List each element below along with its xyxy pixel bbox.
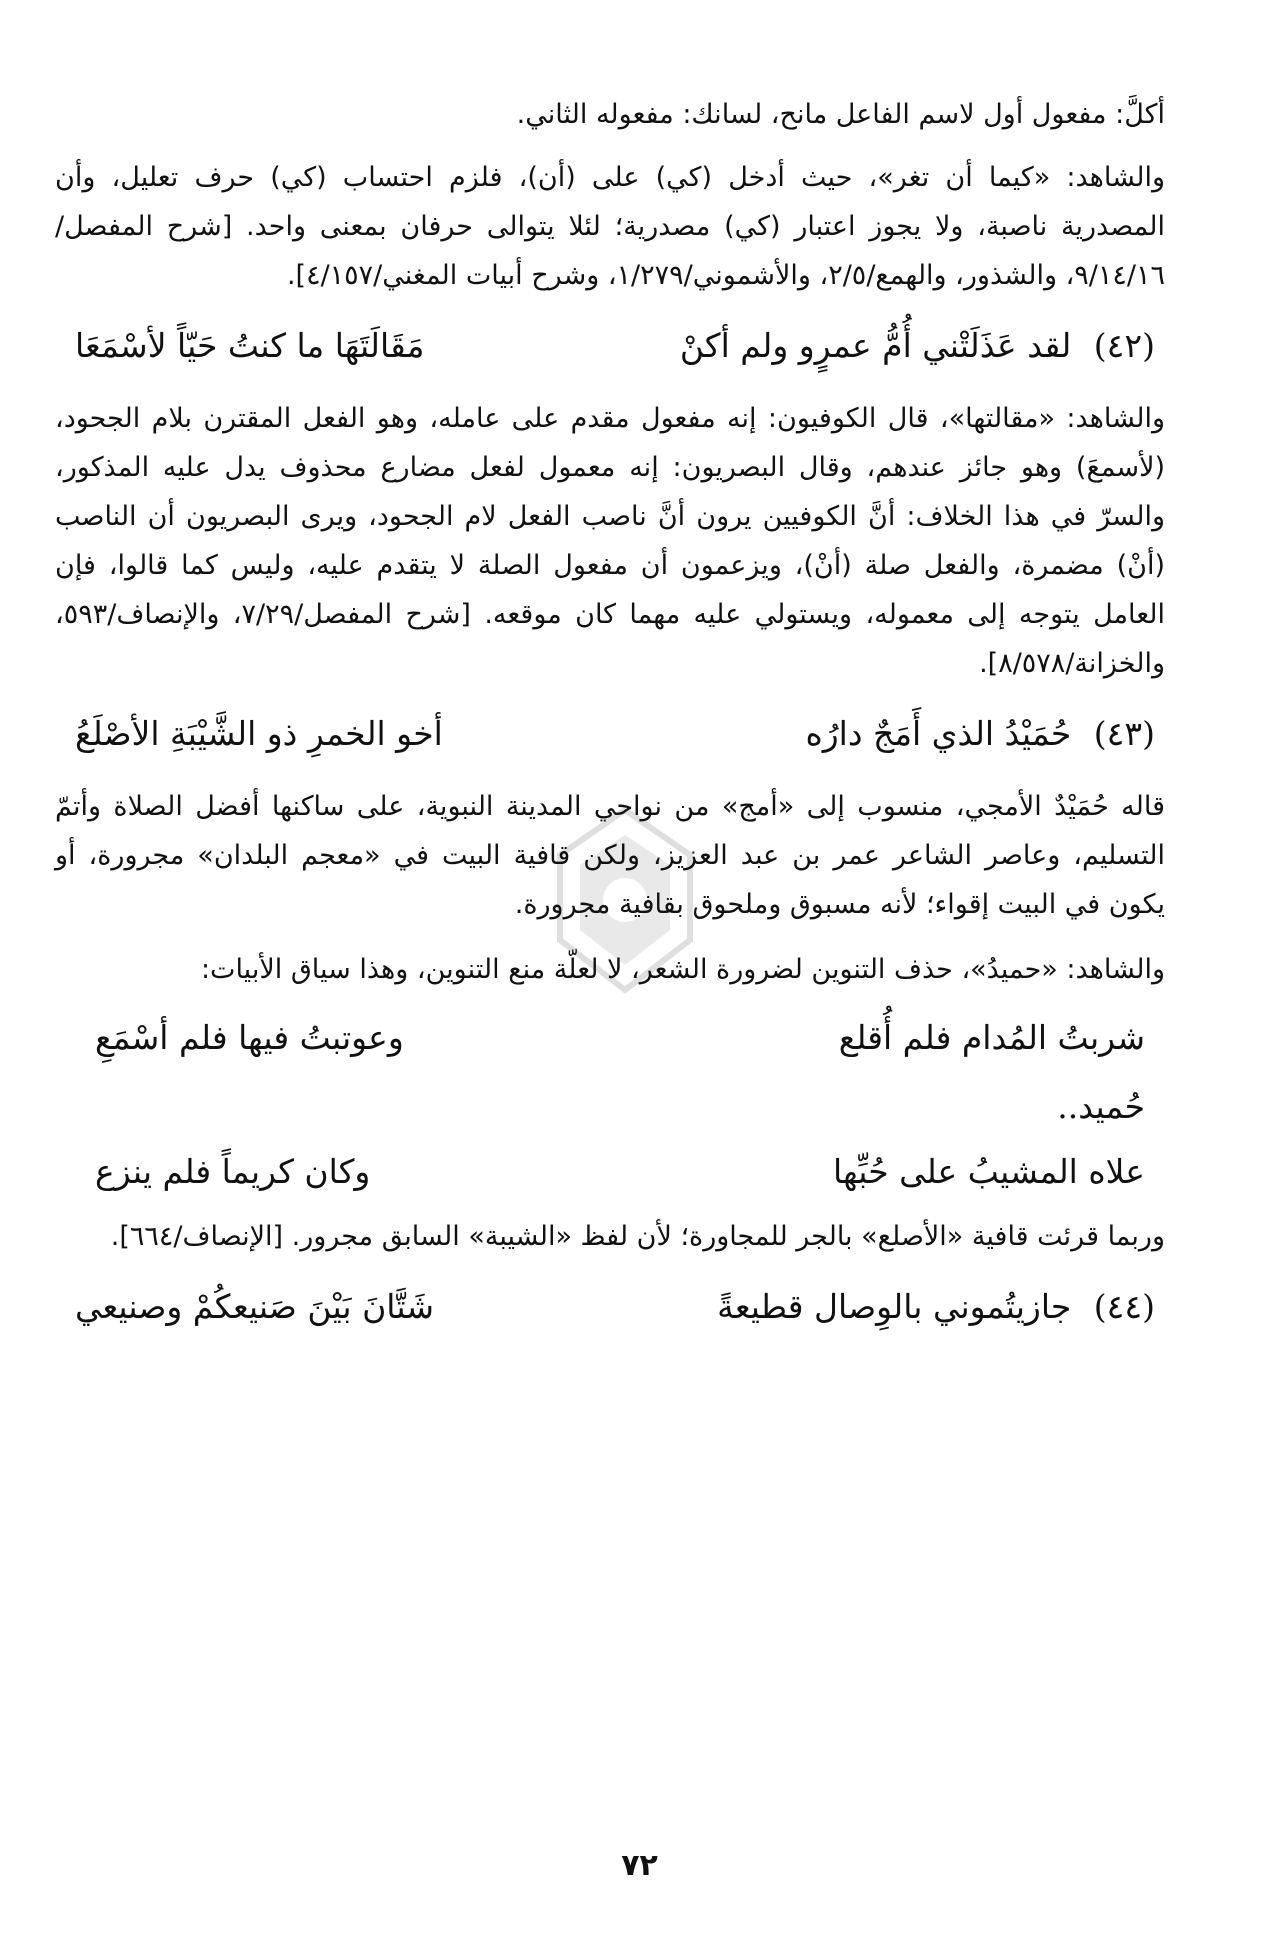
verse-43-second-hemistich: أخو الخمرِ ذو الشَّيْبَةِ الأصْلَعُ [75, 714, 443, 753]
verse-number: (٤٣) [1093, 714, 1155, 753]
hemistich-text: لقد عَذَلَتْني أُمُّ عمرٍو ولم أكنْ [679, 326, 1072, 365]
paragraph-1: أكلَّ: مفعول أول لاسم الفاعل مانح، لسانك: مفعوله الثاني. [516, 99, 1165, 130]
verse-b2-first-hemistich: علاه المشيبُ على حُبِّها [833, 1152, 1145, 1191]
verse-b1 [55, 1008, 1165, 1068]
verse-b1-tail: حُميد.. [1057, 1087, 1145, 1126]
verse-43 [55, 704, 1165, 764]
verse-b2 [55, 1142, 1165, 1202]
verse-42-first-hemistich [680, 316, 1155, 376]
verse-b2-second-hemistich: وكان كريماً فلم ينزع [95, 1152, 371, 1191]
verse-42-second-hemistich: مَقَالَتَهَا ما كنتُ حَيّاً لأسْمَعَا [75, 326, 425, 365]
verse-number: (٤٤) [1093, 1287, 1155, 1326]
verse-42 [55, 316, 1165, 376]
verse-b1-first-hemistich: شربتُ المُدام فلم أُقلع [838, 1018, 1145, 1057]
verse-44-first-hemistich [717, 1277, 1155, 1337]
hemistich-text: حُمَيْدُ الذي أَمَجٌ دارُه [805, 714, 1072, 753]
verse-43-first-hemistich [805, 704, 1155, 764]
page-number: ٧٢ [621, 1848, 658, 1883]
paragraph-4: قاله حُمَيْدٌ الأمجي، منسوب إلى «أمج» من نواحي المدينة النبوية، على ساكنها أفضل الصلاة وأتمّ التسليم، وعاصر الشاعر عمر بن عبد العزيز، ولكن قافية البيت في «معجم البلدان» مجرورة، أو يكون في البيت إقواء؛ لأنه مسبوق وملحوق بقافية مجرورة. [55, 791, 1165, 920]
paragraph-5: والشاهد: «حميدُ»، حذف التنوين لضرورة الشعر، لا لعلّة منع التنوين، وهذا سياق الأبيات: [200, 954, 1165, 985]
paragraph-2: والشاهد: «كيما أن تغر»، حيث أدخل (كي) على (أن)، فلزم احتساب (كي) حرف تعليل، وأن المصدرية ناصبة، ولا يجوز اعتبار (كي) مصدرية؛ لئلا يتوالى حرفان بمعنى واحد. [شرح المفصل/٩/١٤/١٦، والشذور، والهمع/٢/٥، والأشموني/١/٢٧٩، وشرح أبيات المغني/٤/١٥٧]. [55, 162, 1165, 291]
verse-number: (٤٢) [1093, 326, 1155, 365]
verse-b1-second-hemistich: وعوتبتُ فيها فلم أسْمَعِ [95, 1018, 404, 1057]
verse-44-second-hemistich: شَتَّانَ بَيْنَ صَنيعكُمْ وصنيعي [75, 1287, 434, 1326]
verse-44 [55, 1277, 1165, 1337]
paragraph-3: والشاهد: «مقالتها»، قال الكوفيون: إنه مفعول مقدم على عامله، وهو الفعل المقترن بلام الجحود، (لأسمعَ) وهو جائز عندهم، وقال البصريون: إنه معمول لفعل مضارع محذوف يدل عليه المذكور، والسرّ في هذا الخلاف: أنَّ الكوفيين يرون أنَّ ناصب الفعل لام الجحود، ويرى البصريون أن الناصب (أنْ) مضمرة، والفعل صلة (أنْ)، ويزعمون أن مفعول الصلة لا يتقدم عليه، وليس كما قالوا، فإن العامل يتوجه إلى معموله، ويستولي عليه مهما كان موقعه. [شرح المفصل/٧/٢٩، والإنصاف/٥٩٣، والخزانة/٨/٥٧٨]. [55, 403, 1165, 679]
paragraph-6: وربما قرئت قافية «الأصلع» بالجر للمجاورة؛ لأن لفظ «الشيبة» السابق مجرور. [الإنصاف/٦٦٤]. [110, 1221, 1165, 1252]
page-body [55, 90, 1165, 1355]
hemistich-text: جازيتُموني بالوِصال قطيعةً [717, 1287, 1072, 1326]
